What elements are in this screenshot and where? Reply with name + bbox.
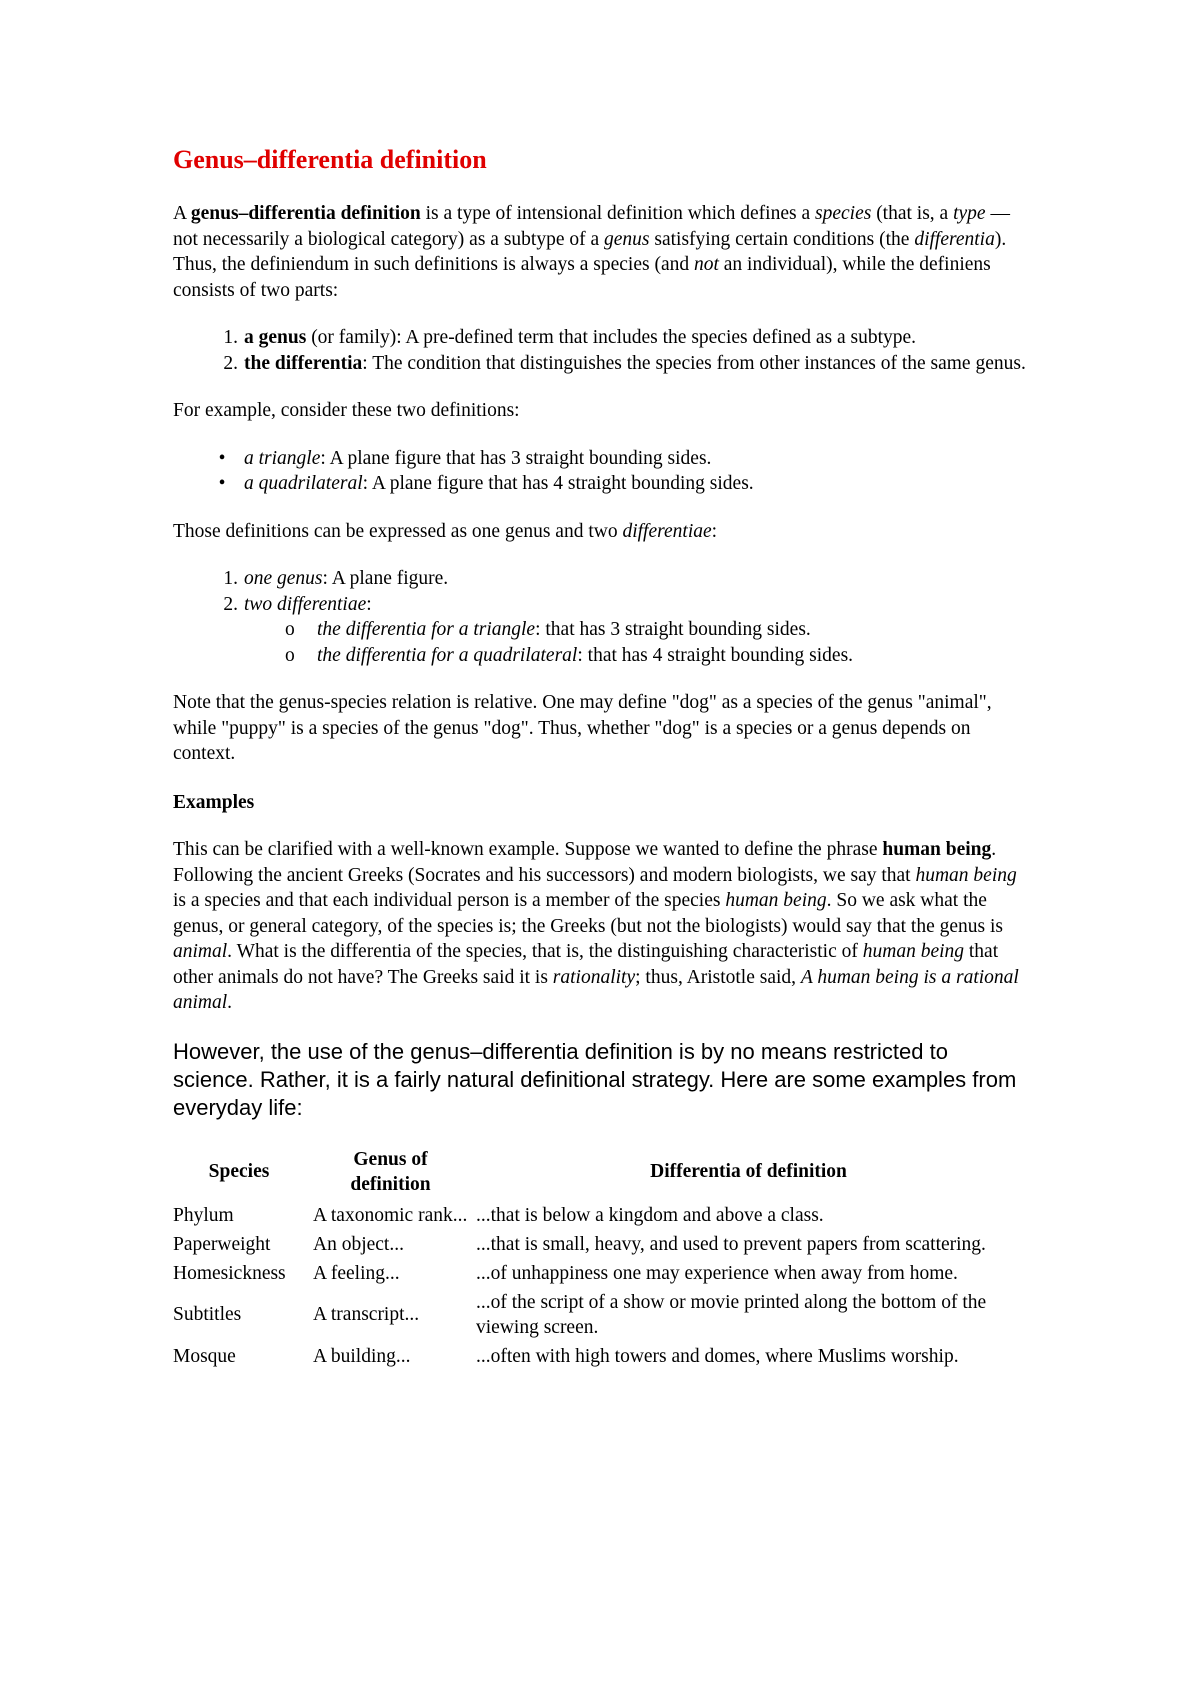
- column-header-species: Species: [208, 1161, 270, 1182]
- differentiae-sublist: [244, 617, 1033, 668]
- list-item: [173, 592, 1033, 669]
- table-cell: Mosque: [173, 1345, 236, 1367]
- italic-term: not: [693, 254, 719, 275]
- table-cell: Phylum: [173, 1204, 234, 1226]
- text-span: . What is the differentia of the species, that is, the distinguishing characteristic of: [227, 941, 863, 962]
- list-text: : A plane figure.: [322, 568, 449, 589]
- page-title: Genus–differentia definition: [173, 145, 487, 174]
- text-span: satisfying certain conditions (the: [649, 228, 915, 250]
- column-header-genus: Genus of definition: [350, 1148, 431, 1195]
- list-marker: 1.: [223, 327, 238, 348]
- bold-term: genus–differentia definition: [190, 203, 421, 224]
- italic-term: two differentiae: [244, 593, 367, 615]
- column-header-differentia: Differentia of definition: [650, 1161, 847, 1182]
- sublist-item: [173, 617, 1033, 643]
- text-span: ). Thus, the definiendum in such definitions is always a species (and: [173, 228, 1007, 275]
- list-text: : that has 4 straight bounding sides.: [577, 644, 854, 666]
- table-cell: Homesickness: [173, 1262, 286, 1284]
- example-intro: For example, consider these two definitions:: [173, 400, 520, 421]
- intro-paragraph: [173, 201, 1033, 303]
- everyday-paragraph: However, the use of the genus–differentia definition is by no means restricted to science. Rather, it is a fairly natural definitional strategy. Here are some examples from everyday life:: [173, 1038, 1017, 1120]
- text-span: A: [173, 203, 191, 224]
- table-row: [169, 1288, 1025, 1342]
- italic-term: the differentia for a quadrilateral: [317, 644, 578, 666]
- table-row: [169, 1259, 1025, 1288]
- italic-term: a quadrilateral: [244, 473, 363, 494]
- italic-term: genus: [604, 228, 650, 250]
- list-text: : A plane figure that has 3 straight bounding sides.: [320, 447, 712, 469]
- table-cell: A taxonomic rank...: [313, 1204, 468, 1226]
- table-cell: Paperweight: [173, 1233, 271, 1255]
- bold-term: human being: [882, 839, 992, 860]
- circle-bullet-icon: o: [285, 644, 295, 666]
- table-cell: Subtitles: [173, 1304, 242, 1325]
- examples-paragraph: [173, 837, 1033, 1016]
- text-span: — not necessarily a biological category) as a subtype of a: [173, 203, 1010, 250]
- list-item: [173, 566, 1033, 592]
- table-row: [169, 1342, 1025, 1371]
- table-cell: An object...: [313, 1233, 404, 1255]
- table-cell: A transcript...: [313, 1304, 420, 1325]
- italic-term: differentiae: [622, 520, 712, 542]
- table-cell: A feeling...: [313, 1262, 400, 1284]
- circle-bullet-icon: o: [285, 619, 295, 640]
- text-span: . Following the ancient Greeks (Socrates and his successors) and modern biologists, we say that: [173, 839, 997, 886]
- italic-term: a triangle: [244, 447, 321, 469]
- list-text: : A plane figure that has 4 straight bounding sides.: [362, 473, 754, 494]
- italic-term: type: [953, 203, 986, 224]
- text-span: .: [227, 992, 233, 1013]
- list-item: [173, 446, 1033, 472]
- table-cell: ...that is small, heavy, and used to prevent papers from scattering.: [476, 1233, 986, 1255]
- italic-term: rationality: [552, 966, 636, 988]
- list-item: [173, 351, 1033, 377]
- text-span: :: [711, 520, 718, 542]
- italic-term: A human being is a rational animal: [173, 966, 1019, 1013]
- text-span: Those definitions can be expressed as one genus and two: [173, 520, 623, 542]
- table-row: [169, 1201, 1025, 1230]
- expressed-paragraph: [173, 519, 1033, 545]
- text-span: is a type of intensional definition which defines a: [420, 203, 815, 224]
- table-cell: ...often with high towers and domes, where Muslims worship.: [476, 1345, 959, 1367]
- text-span: that other animals do not have? The Greeks said it is: [173, 941, 999, 988]
- italic-term: differentia: [914, 228, 995, 250]
- italic-term: human being: [725, 890, 827, 911]
- list-marker: 2.: [223, 593, 238, 615]
- list-item: [173, 325, 1033, 351]
- table-cell: ...of the script of a show or movie printed along the bottom of the viewing screen.: [476, 1291, 987, 1338]
- italic-term: the differentia for a triangle: [317, 619, 536, 640]
- table-row: [169, 1230, 1025, 1259]
- examples-table: [169, 1143, 1025, 1371]
- text-span: (that is, a: [871, 203, 954, 224]
- list-text: : that has 3 straight bounding sides.: [535, 619, 811, 640]
- text-span: an individual), while the definiens consists of two parts:: [173, 254, 991, 301]
- text-span: This can be clarified with a well-known example. Suppose we wanted to define the phrase: [173, 839, 883, 860]
- italic-term: human being: [915, 864, 1017, 886]
- bold-term: the differentia: [244, 352, 363, 374]
- italic-term: one genus: [244, 568, 323, 589]
- document-content: [173, 138, 1033, 1371]
- italic-term: species: [815, 203, 872, 224]
- bullet-icon: •: [218, 447, 226, 469]
- italic-term: animal: [173, 941, 228, 962]
- table-cell: ...of unhappiness one may experience when away from home.: [476, 1262, 958, 1284]
- bullet-icon: •: [218, 473, 226, 494]
- text-span: . So we ask what the genus, or general category, of the species is; the Greeks (but not the biologists) would say that the genus is: [173, 890, 1003, 937]
- italic-term: human being: [862, 941, 965, 962]
- table-cell: A building...: [313, 1345, 411, 1367]
- list-marker: 1.: [223, 568, 238, 589]
- parts-list: [173, 325, 1033, 376]
- text-span: is a species and that each individual person is a member of the species: [173, 890, 726, 911]
- list-item: [173, 471, 1033, 497]
- note-paragraph: Note that the genus-species relation is relative. One may define "dog" as a species of the genus "animal", while "puppy" is a species of the genus "dog". Thus, whether "dog" is a species or a genus depends on context.: [173, 692, 992, 764]
- list-text: : The condition that distinguishes the species from other instances of the same genus.: [362, 352, 1026, 374]
- bold-term: a genus: [244, 327, 307, 348]
- text-span: ; thus, Aristotle said,: [635, 966, 801, 988]
- list-text: (or family): A pre-defined term that includes the species defined as a subtype.: [306, 327, 917, 348]
- list-marker: 2.: [223, 352, 238, 374]
- sublist-item: [173, 643, 1033, 669]
- examples-heading: Examples: [173, 791, 255, 813]
- list-text: :: [366, 593, 372, 615]
- table-cell: ...that is below a kingdom and above a class.: [476, 1204, 824, 1226]
- definitions-list: [173, 446, 1033, 497]
- table-header-row: [169, 1143, 1025, 1201]
- expressed-list: [173, 566, 1033, 668]
